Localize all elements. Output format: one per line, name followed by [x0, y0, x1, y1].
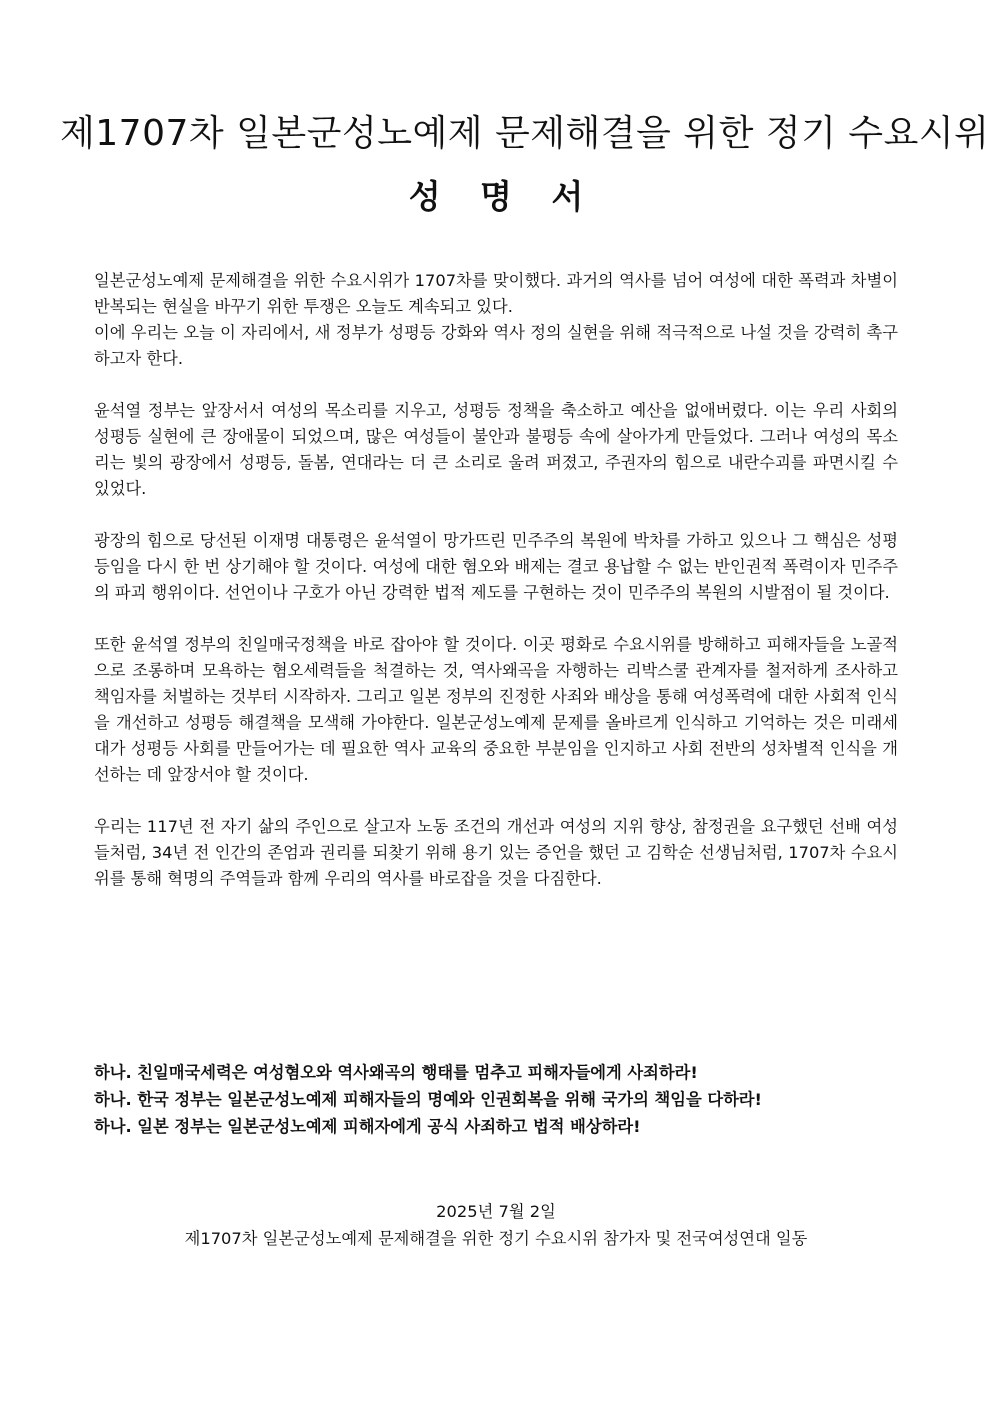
- statement-body: [94, 268, 898, 918]
- paragraph-3: 윤석열 정부는 앞장서서 여성의 목소리를 지우고, 성평등 정책을 축소하고 예산을 없애버렸다. 이는 우리 사회의 성평등 실현에 큰 장애물이 되었으며, 많은 여성들이 불안과 불평등 속에 살아가게 만들었다. 그러나 여성의 목소리는 빛의 광장에서 성평등, 돌봄, 연대라는 더 큰 소리로 울려 퍼졌고, 주권자의 힘으로 내란수괴를 파면시킬 수 있었다.: [94, 401, 898, 498]
- paragraph-6: 우리는 117년 전 자기 삶의 주인으로 살고자 노동 조건의 개선과 여성의 지위 향상, 참정권을 요구했던 선배 여성들처럼, 34년 전 인간의 존엄과 권리를 되찾기 위해 용기 있는 증언을 했던 고 김학순 선생님처럼, 1707차 수요시위를 통해 혁명의 주역들과 함께 우리의 역사를 바로잡을 것을 다짐한다.: [94, 817, 898, 888]
- document-subtitle: 성 명 서: [408, 177, 598, 216]
- resolution-list: [94, 1059, 898, 1140]
- statement-footer: [60, 1198, 932, 1252]
- paragraph-4: 광장의 힘으로 당선된 이재명 대통령은 윤석열이 망가뜨린 민주주의 복원에 박차를 가하고 있으나 그 핵심은 성평등임을 다시 한 번 상기해야 할 것이다. 여성에 대한 혐오와 배제는 결코 용납할 수 없는 반인권적 폭력이자 민주주의 파괴 행위이다. 선언이나 구호가 아닌 강력한 법적 제도를 구현하는 것이 민주주의 복원의 시발점이 될 것이다.: [94, 531, 898, 602]
- paragraph-2: 이에 우리는 오늘 이 자리에서, 새 정부가 성평등 강화와 역사 정의 실현을 위해 적극적으로 나설 것을 강력히 촉구하고자 한다.: [94, 323, 898, 368]
- statement-date: 2025년 7월 2일: [436, 1202, 556, 1221]
- resolution-item: 하나. 친일매국세력은 여성혐오와 역사왜곡의 행태를 멈추고 피해자들에게 사죄하라!: [94, 1063, 698, 1082]
- statement-signatory: 제1707차 일본군성노예제 문제해결을 위한 정기 수요시위 참가자 및 전국여성연대 일동: [184, 1229, 808, 1248]
- document-title: 제1707차 일본군성노예제 문제해결을 위한 정기 수요시위: [60, 113, 990, 154]
- resolution-item: 하나. 일본 정부는 일본군성노예제 피해자에게 공식 사죄하고 법적 배상하라!: [94, 1117, 641, 1136]
- paragraph-1: 일본군성노예제 문제해결을 위한 수요시위가 1707차를 맞이했다. 과거의 역사를 넘어 여성에 대한 폭력과 차별이 반복되는 현실을 바꾸기 위한 투쟁은 오늘도 계속되고 있다.: [94, 271, 898, 316]
- resolution-item: 하나. 한국 정부는 일본군성노예제 피해자들의 명예와 인권회복을 위해 국가의 책임을 다하라!: [94, 1090, 762, 1109]
- paragraph-5: 또한 윤석열 정부의 친일매국정책을 바로 잡아야 할 것이다. 이곳 평화로 수요시위를 방해하고 피해자들을 노골적으로 조롱하며 모욕하는 혐오세력들을 척결하는 것, 역사왜곡을 자행하는 리박스쿨 관계자를 철저하게 조사하고 책임자를 처벌하는 것부터 시작하자. 그리고 일본 정부의 진정한 사죄와 배상을 통해 여성폭력에 대한 사회적 인식을 개선하고 성평등 해결책을 모색해 가야한다. 일본군성노예제 문제를 올바르게 인식하고 기억하는 것은 미래세대가 성평등 사회를 만들어가는 데 필요한 역사 교육의 중요한 부분임을 인지하고 사회 전반의 성차별적 인식을 개선하는 데 앞장서야 할 것이다.: [94, 635, 898, 784]
